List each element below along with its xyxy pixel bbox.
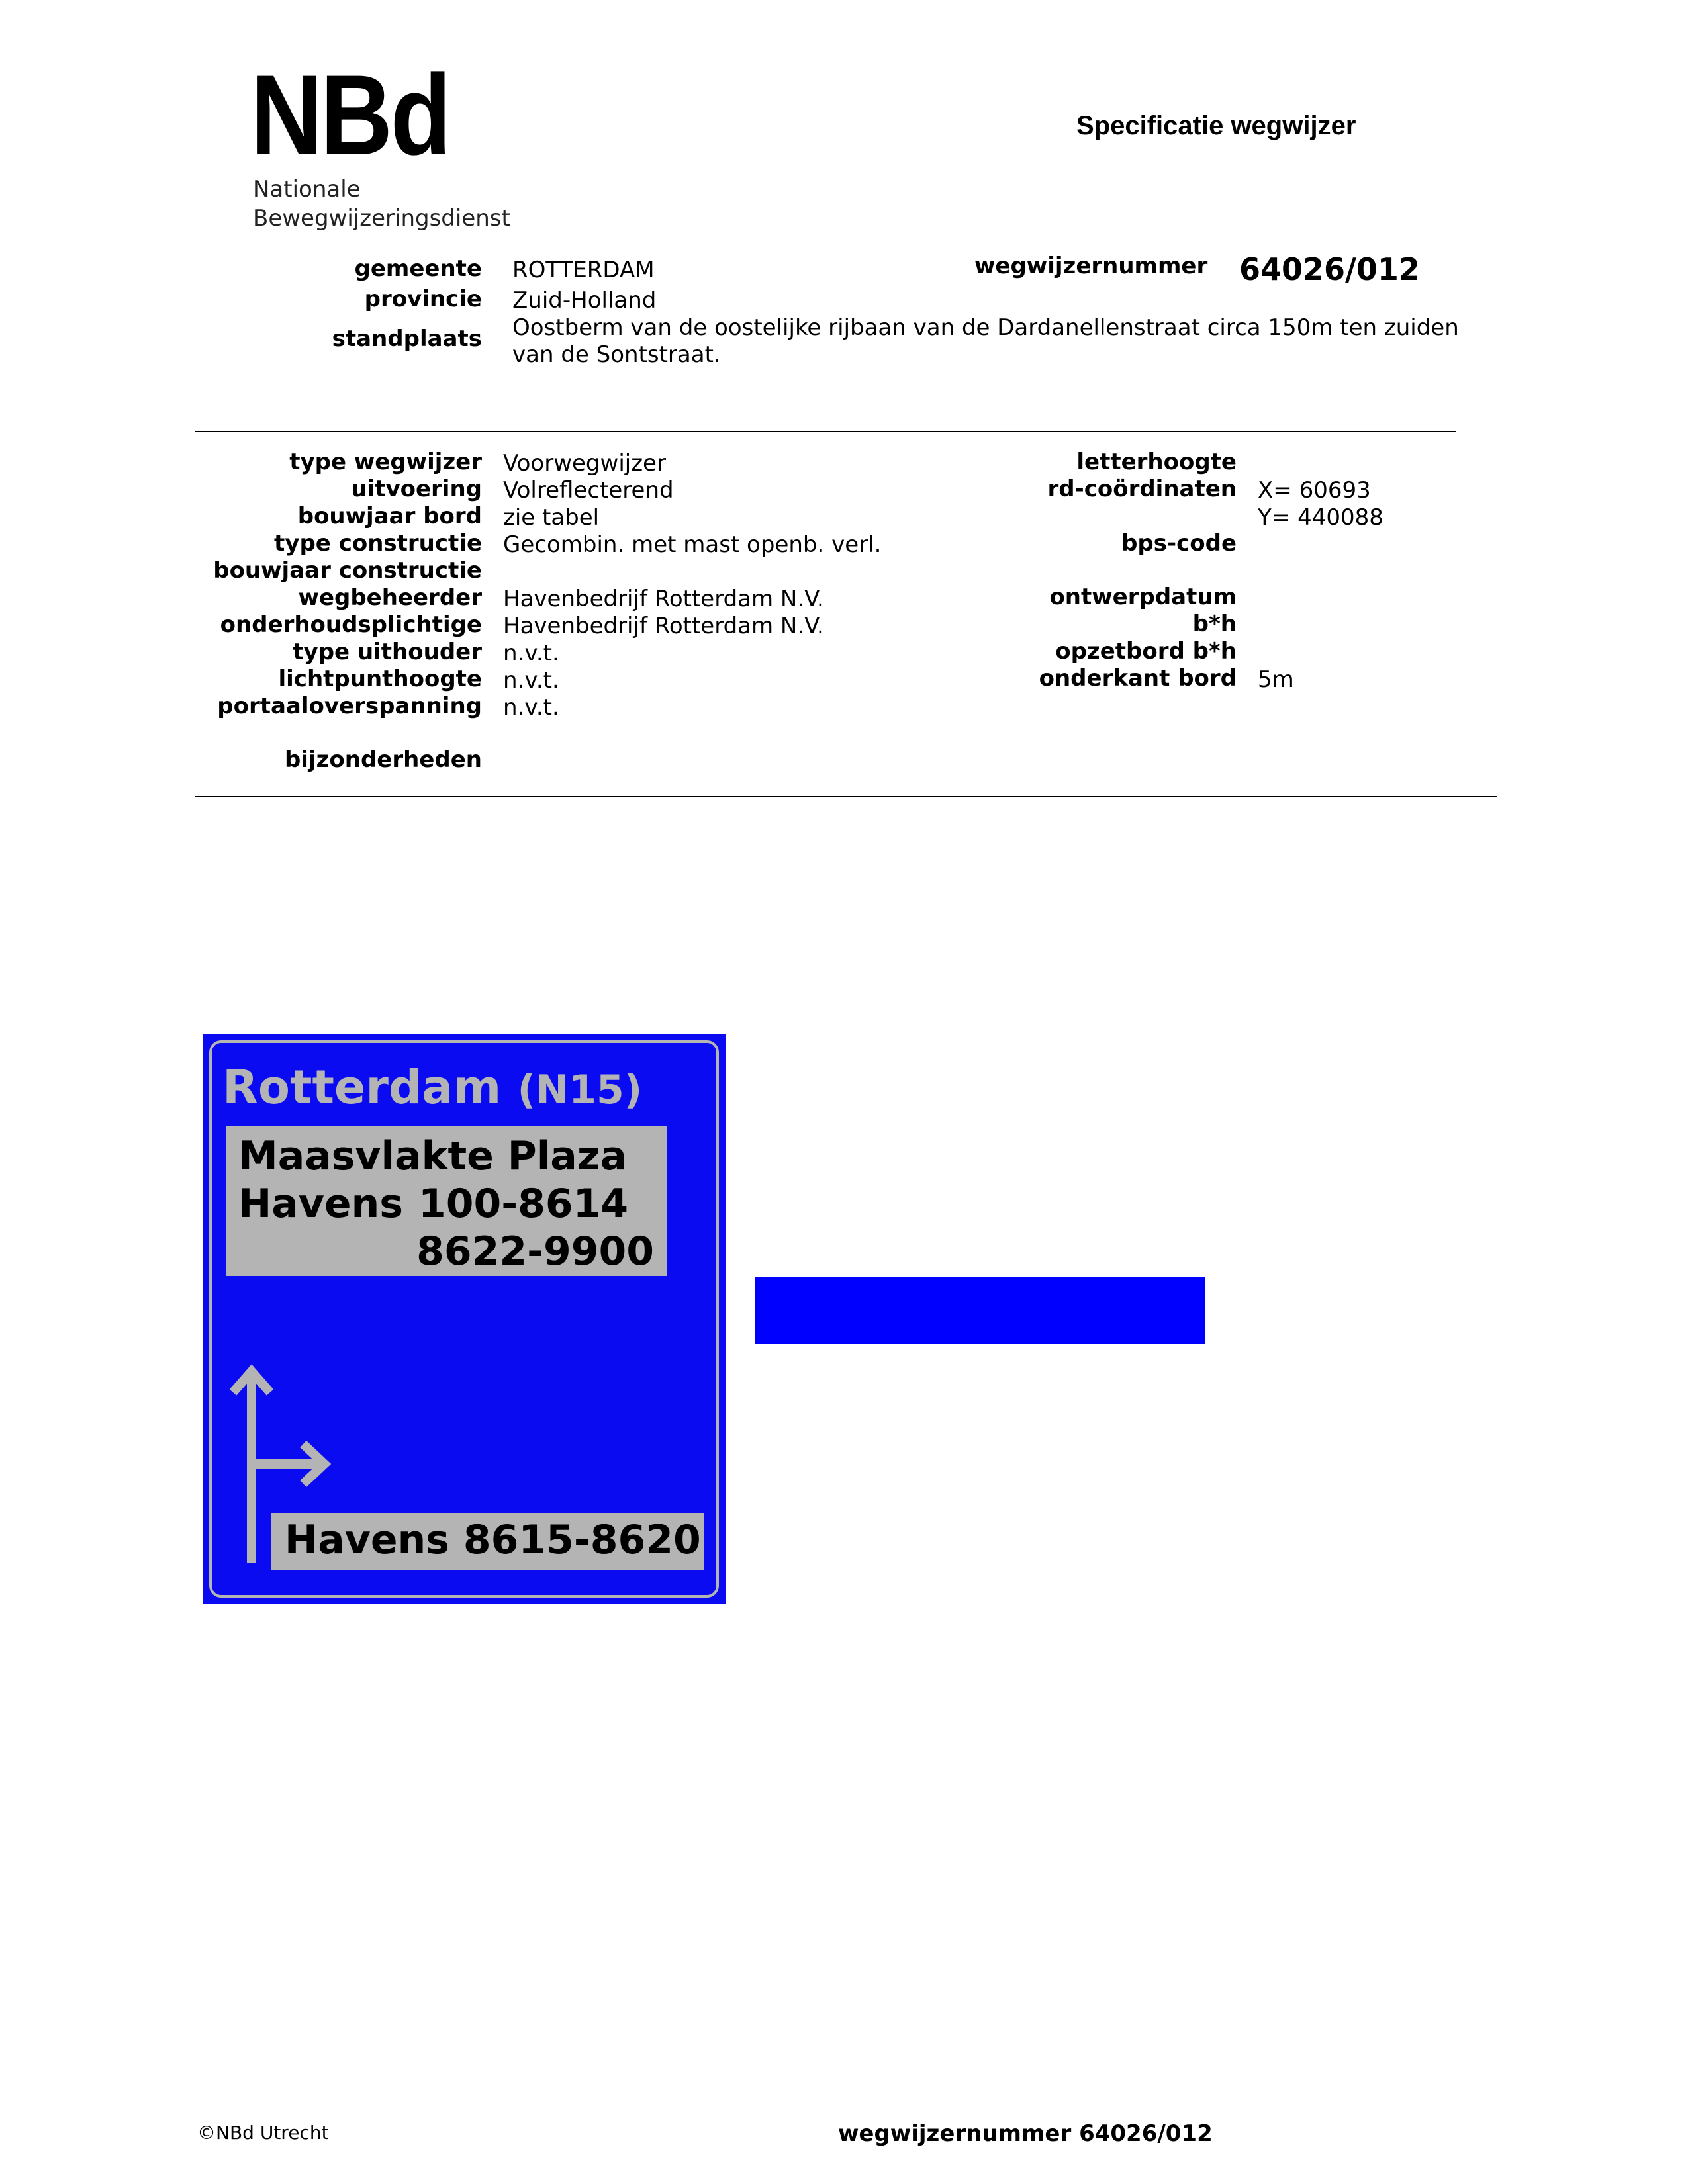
ontwerpdatum-label: ontwerpdatum bbox=[1049, 584, 1237, 610]
onderkant-bord-label: onderkant bord bbox=[1039, 665, 1237, 692]
rd-coordinaten-label: rd-coördinaten bbox=[1047, 476, 1237, 502]
nbd-logo: NBd bbox=[250, 52, 449, 179]
provincie-value: Zuid-Holland bbox=[512, 287, 657, 314]
provincie-label: provincie bbox=[364, 286, 482, 312]
detail-value: Havenbedrijf Rotterdam N.V. bbox=[503, 613, 824, 639]
road-sign bbox=[203, 1034, 726, 1604]
detail-value: n.v.t. bbox=[503, 694, 559, 721]
bps-code-label: bps-code bbox=[1121, 530, 1237, 557]
gemeente-label: gemeente bbox=[354, 255, 482, 282]
wegwijzernummer-label: wegwijzernummer bbox=[974, 253, 1208, 279]
bijzonderheden-label: bijzonderheden bbox=[284, 747, 482, 773]
detail-value: Volreflecterend bbox=[503, 477, 674, 504]
detail-label: uitvoering bbox=[351, 476, 482, 502]
detail-label: wegbeheerder bbox=[298, 584, 482, 611]
onderkant-bord-value: 5m bbox=[1258, 666, 1294, 693]
gemeente-value: ROTTERDAM bbox=[512, 257, 655, 283]
footer-wegwijzernummer: wegwijzernummer 64026/012 bbox=[838, 2120, 1213, 2147]
detail-value: zie tabel bbox=[503, 504, 600, 531]
sign-panel-line-2-b: 100-8614 bbox=[418, 1181, 629, 1227]
sign-panel-line-3: 8622-9900 bbox=[416, 1228, 654, 1275]
sign-panel-bottom-text: Havens 8615-8620 bbox=[285, 1517, 701, 1563]
standplaats-line-2: van de Sontstraat. bbox=[512, 341, 721, 368]
sign-panel-line-2-a: Havens bbox=[238, 1181, 403, 1227]
blue-bar bbox=[755, 1277, 1205, 1344]
wegwijzernummer-value: 64026/012 bbox=[1239, 251, 1420, 287]
detail-label: lichtpunthoogte bbox=[278, 666, 482, 692]
detail-value: Gecombin. met mast openb. verl. bbox=[503, 531, 882, 558]
letterhoogte-label: letterhoogte bbox=[1076, 449, 1237, 475]
rd-y-value: Y= 440088 bbox=[1258, 504, 1383, 531]
sign-panel-line-1: Maasvlakte Plaza bbox=[238, 1133, 628, 1179]
sign-panel-top bbox=[226, 1126, 667, 1276]
standplaats-line-1: Oostberm van de oostelijke rijbaan van de Dardanellenstraat circa 150m ten zuiden bbox=[512, 314, 1459, 341]
bh-label: b*h bbox=[1192, 611, 1237, 637]
detail-value: n.v.t. bbox=[503, 640, 559, 666]
detail-label: bouwjaar bord bbox=[297, 503, 482, 529]
detail-label: type wegwijzer bbox=[289, 449, 482, 475]
detail-value: n.v.t. bbox=[503, 667, 559, 694]
detail-label: bouwjaar constructie bbox=[213, 557, 482, 584]
detail-label: type constructie bbox=[274, 530, 482, 557]
sign-route-number: (N15) bbox=[517, 1067, 643, 1113]
rd-x-value: X= 60693 bbox=[1258, 477, 1371, 504]
footer-copyright: ©NBd Utrecht bbox=[197, 2122, 329, 2144]
logo-line-2: Bewegwijzeringsdienst bbox=[253, 205, 510, 232]
detail-label: onderhoudsplichtige bbox=[220, 612, 482, 638]
detail-label: type uithouder bbox=[293, 639, 482, 665]
detail-value: Voorwegwijzer bbox=[503, 450, 666, 477]
divider-bottom bbox=[195, 796, 1497, 797]
sign-destination: Rotterdam bbox=[222, 1060, 502, 1115]
sign-panel-bottom bbox=[271, 1513, 704, 1570]
detail-label: portaaloverspanning bbox=[217, 693, 482, 719]
opzetbord-label: opzetbord b*h bbox=[1055, 638, 1237, 664]
detail-value: Havenbedrijf Rotterdam N.V. bbox=[503, 586, 824, 612]
divider-top bbox=[195, 431, 1456, 432]
page-title: Specificatie wegwijzer bbox=[1076, 111, 1356, 140]
logo-line-1: Nationale bbox=[253, 176, 361, 203]
standplaats-label: standplaats bbox=[332, 326, 482, 352]
